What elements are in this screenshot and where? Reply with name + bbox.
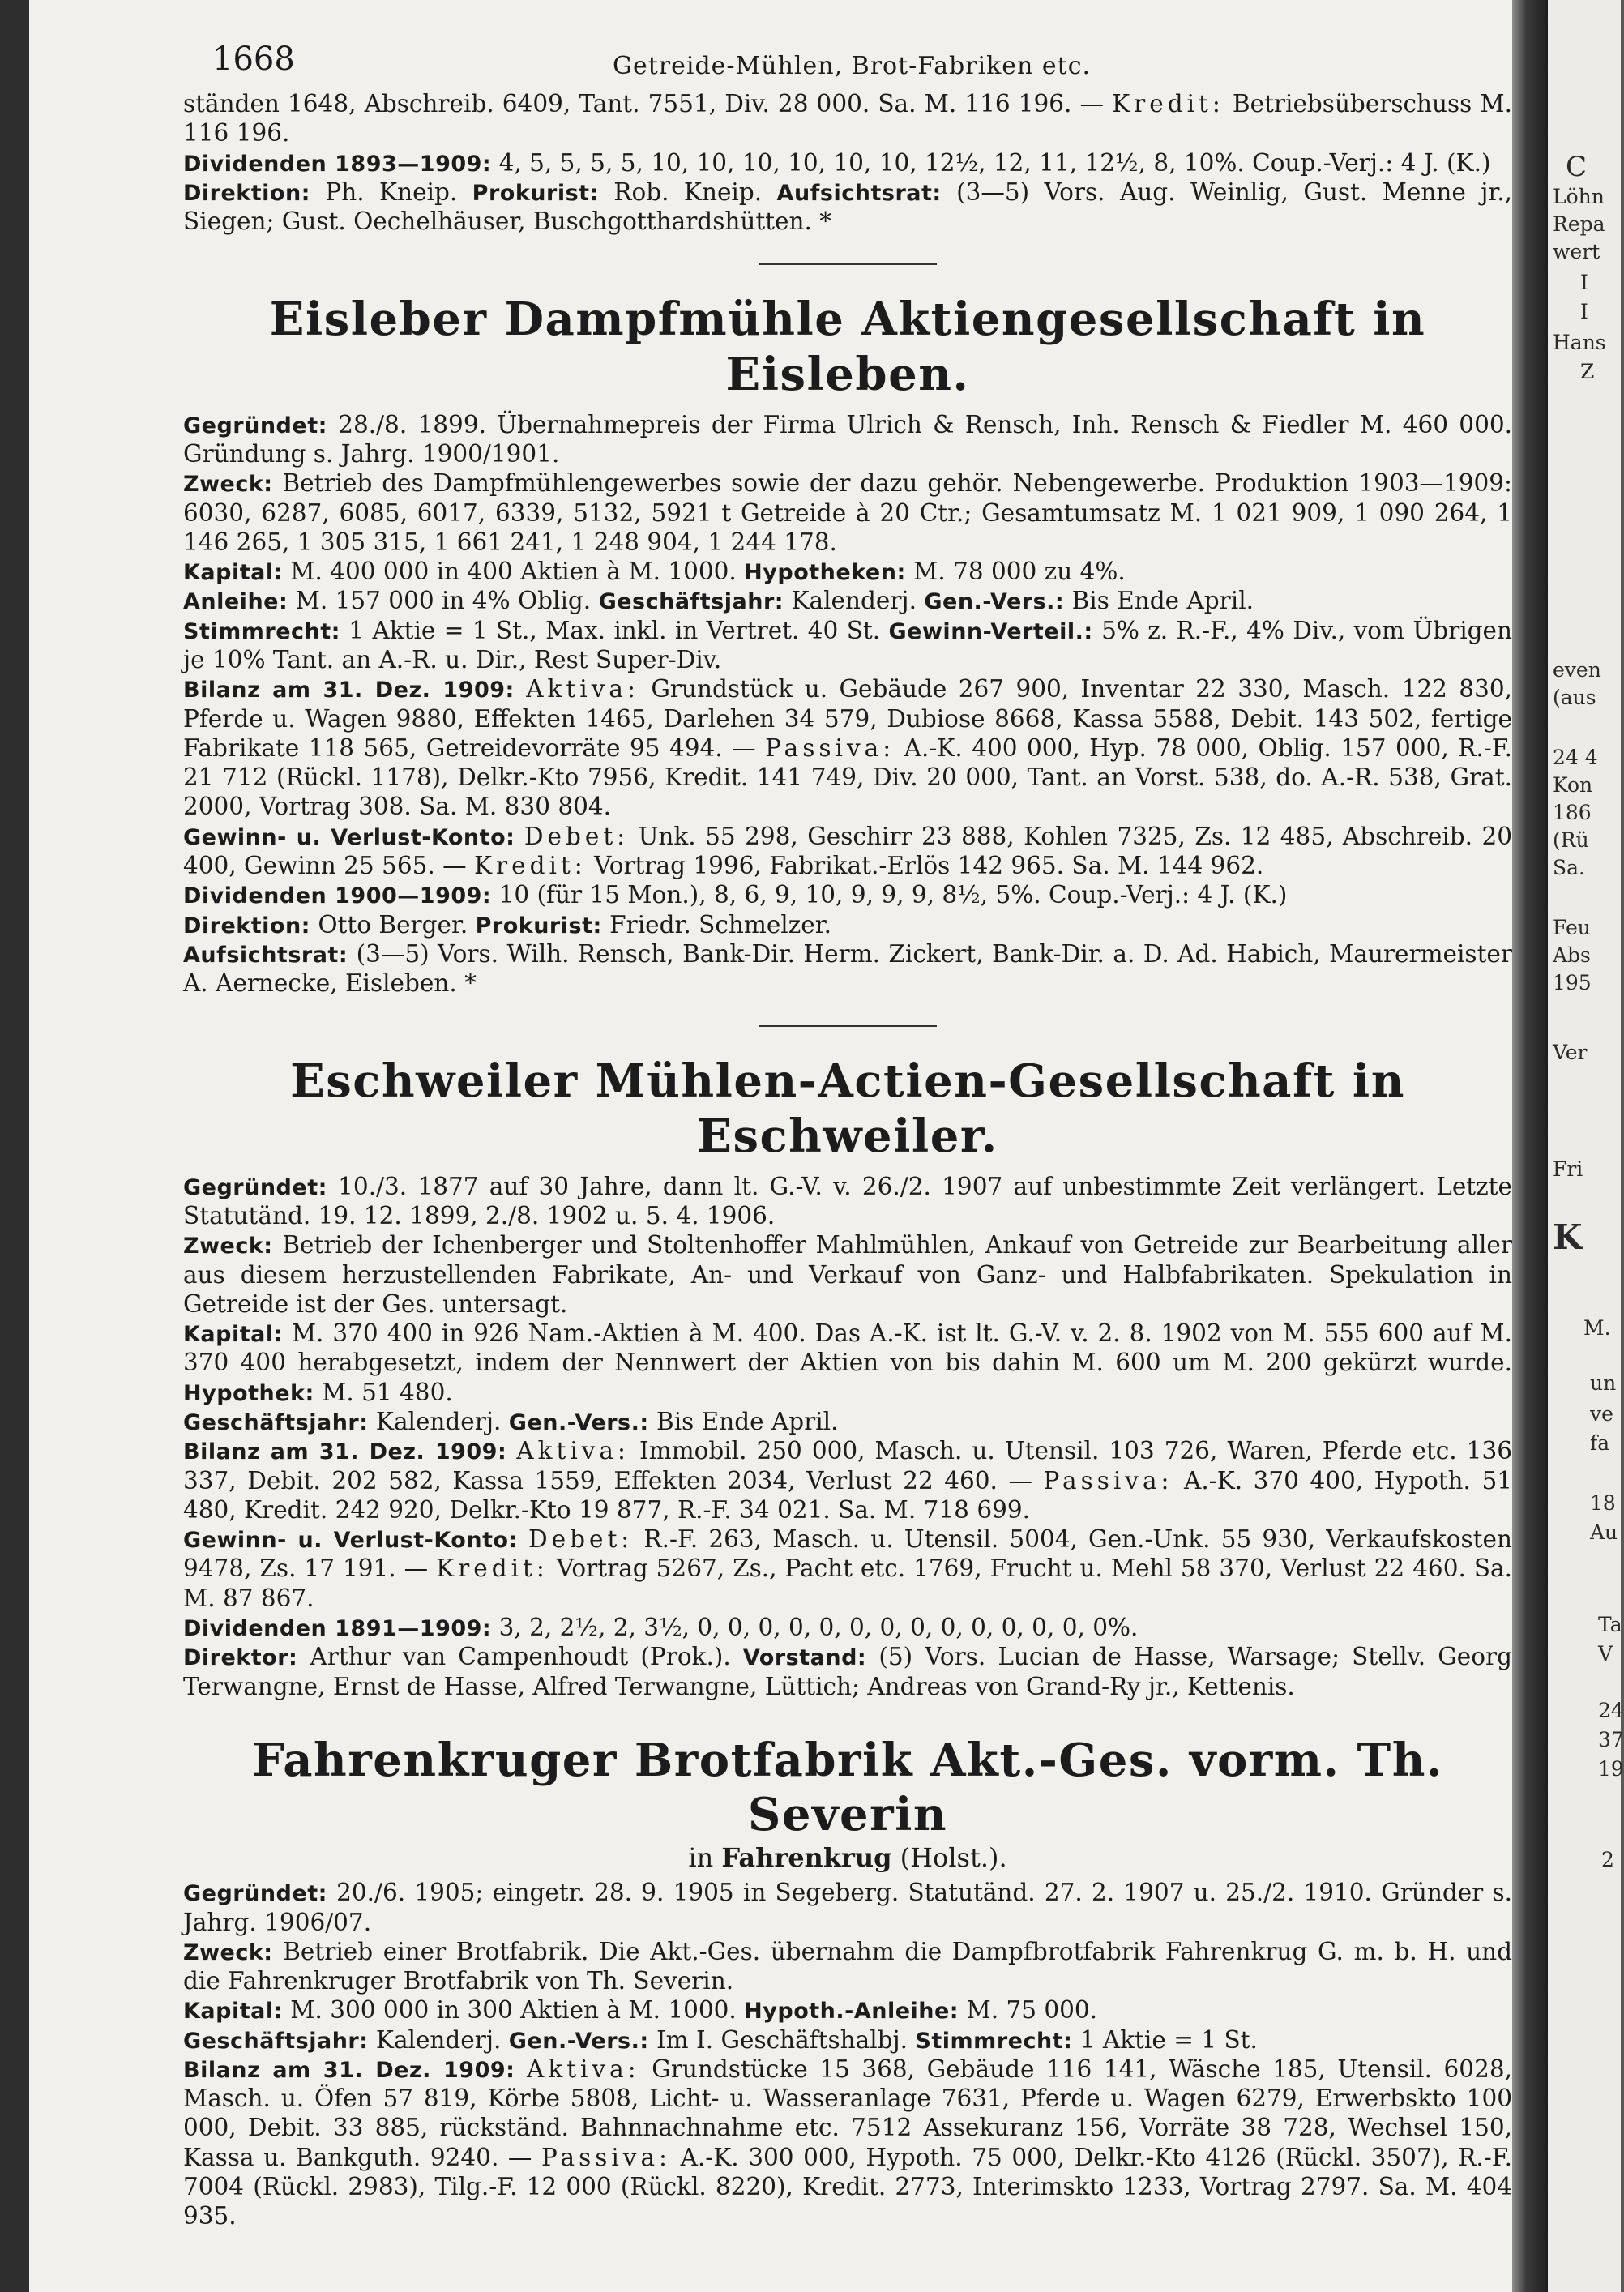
facing-fragment: Fri	[1553, 1157, 1583, 1181]
facing-fragment: Abs	[1553, 943, 1591, 967]
facing-fragment: K	[1553, 1217, 1583, 1257]
section-divider	[759, 1025, 937, 1027]
running-head: Getreide-Mühlen, Brot-Fabriken etc.	[613, 52, 1092, 80]
capital-paragraph: Kapital: M. 300 000 in 300 Aktien à M. 1000. Hypoth.-Anleihe: M. 75 000.	[183, 1996, 1098, 2025]
facing-fragment: Ta	[1598, 1613, 1622, 1636]
purpose-paragraph: Zweck: Betrieb einer Brotfabrik. Die Akt.-Ges. übernahm die Dampfbrotfabrik Fahrenkrug G. m. b. H. und die Fahrenkruger Brotfabrik von Th. Severin.	[183, 1937, 1512, 1995]
facing-fragment: Hans	[1553, 331, 1606, 354]
entry-fahrenkruger	[183, 1734, 1512, 2231]
page-number: 1668	[212, 41, 295, 78]
facing-fragment: 37	[1598, 1728, 1624, 1751]
facing-fragment: Repa	[1553, 212, 1605, 236]
dividends-paragraph: Dividenden 1900—1909: 10 (für 15 Mon.), 8, 6, 9, 10, 9, 9, 9, 8½, 5%. Coup.-Verj.: 4 J. (K.)	[183, 881, 1288, 909]
entry-continuation	[183, 89, 1512, 236]
balance-paragraph: Bilanz am 31. Dez. 1909: Aktiva: Grundstück u. Gebäude 267 900, Inventar 22 330, Masch. 122 830, Pferde u. Wagen 9880, Effekten 1465, Darlehen 34 579, Dubiose 8668, Kassa 5588, Debit. 143 502, fertige Fabrikate 118 565, Getreidevorräte 95 494. — Passiva: A.-K. 400 000, Hyp. 78 000, Oblig. 157 000, R.-F. 21 712 (Rückl. 1178), Delkr.-Kto 7956, Kredit. 141 749, Div. 20 000, Tant. an Vorst. 538, do. A.-R. 538, Grat. 2000, Vortrag 308. Sa. M. 830 804.	[183, 675, 1512, 821]
facing-fragment: wert	[1553, 240, 1600, 263]
facing-fragment: (aus	[1553, 686, 1596, 709]
book-gutter	[1512, 0, 1548, 2292]
management-paragraph: Direktor: Arthur van Campenhoudt (Prok.). Vorstand: (5) Vors. Lucian de Hasse, Warsage; Stellv. Georg Terwangne, Ernst de Hasse, Alfred Terwangne, Lüttich; Andreas von Grand-Ry jr., Kettenis.	[183, 1643, 1512, 1700]
facing-fragment: I	[1580, 271, 1588, 294]
facing-fragment: 24 4	[1553, 746, 1598, 769]
founded-paragraph: Gegründet: 10./3. 1877 auf 30 Jahre, dann lt. G.-V. v. 26./2. 1907 auf unbestimmte Zeit verlängert. Letzte Statutänd. 19. 12. 1899, 2./8. 1902 u. 5. 4. 1906.	[183, 1172, 1512, 1230]
book-page	[29, 0, 1512, 2292]
facing-fragment: V	[1598, 1642, 1613, 1666]
entry-title: Fahrenkruger Brotfabrik Akt.-Ges. vorm. Th. Severin	[252, 1733, 1443, 1842]
facing-fragment: 19	[1598, 1757, 1624, 1781]
voting-paragraph: Stimmrecht: 1 Aktie = 1 St., Max. inkl. in Vertret. 40 St. Gewinn-Verteil.: 5% z. R.-F., 4% Div., vom Übrigen je 10% Tant. an A.-R. u. Dir., Rest Super-Div.	[183, 616, 1513, 674]
entry-eisleber	[183, 293, 1512, 998]
capital-paragraph: Kapital: M. 400 000 in 400 Aktien à M. 1000. Hypotheken: M. 78 000 zu 4%.	[183, 558, 1126, 586]
facing-fragment: ve	[1590, 1402, 1613, 1426]
facing-fragment: 2	[1601, 1848, 1614, 1871]
page-content	[183, 32, 1512, 2231]
facing-fragment: Z	[1580, 360, 1595, 383]
section-divider	[759, 263, 937, 265]
left-scan-edge	[0, 0, 29, 2292]
facing-fragment: 18	[1590, 1491, 1616, 1515]
facing-fragment: Kon	[1553, 773, 1593, 797]
facing-fragment: even	[1553, 658, 1601, 682]
fiscal-year-paragraph: Geschäftsjahr: Kalenderj. Gen.-Vers.: Bis Ende April.	[183, 1408, 839, 1436]
profit-loss-paragraph: Gewinn- u. Verlust-Konto: Debet: R.-F. 263, Masch. u. Utensil. 5004, Gen.-Unk. 55 930, Verkaufskosten 9478, Zs. 17 191. — Kredit: Vortrag 5267, Zs., Pacht etc. 1769, Frucht u. Mehl 58 370, Verlust 22 460. Sa. M. 87 867.	[183, 1525, 1512, 1612]
facing-fragment: Au	[1590, 1520, 1618, 1544]
facing-fragment: Löhn	[1553, 185, 1605, 208]
balance-paragraph: Bilanz am 31. Dez. 1909: Aktiva: Grundstücke 15 368, Gebäude 116 141, Wäsche 185, Utensil. 6028, Masch. u. Öfen 57 819, Körbe 5808, Licht- u. Wasseranlage 7631, Pferde u. Wagen 6279, Erwerbskto 100 000, Debit. 33 885, rückständ. Bahnnachnahme etc. 7512 Assekuranz 156, Vorräte 38 728, Wechsel 150, Kassa u. Bankguth. 9240. — Passiva: A.-K. 300 000, Hypoth. 75 000, Delkr.-Kto 4126 (Rückl. 3507), R.-F. 7004 (Rückl. 2983), Tilg.-F. 12 000 (Rückl. 8220), Kredit. 2773, Interimskto 1233, Vortrag 2797. Sa. M. 404 935.	[183, 2055, 1512, 2230]
entry-title: Eisleber Dampfmühle Aktiengesellschaft in Eisleben.	[269, 293, 1426, 401]
profit-loss-paragraph: Gewinn- u. Verlust-Konto: Debet: Unk. 55 298, Geschirr 23 888, Kohlen 7325, Zs. 12 485, Abschreib. 20 400, Gewinn 25 565. — Kredit: Vortrag 1996, Fabrikat.-Erlös 142 965. Sa. M. 144 962.	[183, 822, 1512, 879]
loan-paragraph: Anleihe: M. 157 000 in 4% Oblig. Geschäftsjahr: Kalenderj. Gen.-Vers.: Bis Ende April.	[183, 587, 1254, 615]
facing-fragment: 186	[1553, 801, 1592, 824]
management-paragraph: Direktion: Otto Berger. Prokurist: Friedr. Schmelzer.	[183, 910, 831, 939]
facing-fragment: fa	[1590, 1431, 1610, 1455]
continuation-management: Direktion: Ph. Kneip. Prokurist: Rob. Kneip. Aufsichtsrat: (3—5) Vors. Aug. Weinlig, Gust. Menne jr., Siegen; Gust. Oechelhäuser, Buschgotthardshütten. *	[183, 177, 1512, 236]
capital-paragraph: Kapital: M. 370 400 in 926 Nam.-Aktien à M. 400. Das A.-K. ist lt. G.-V. v. 2. 8. 1902 von M. 555 600 auf M. 370 400 herabgesetzt, indem der Nennwert der Aktien von bis dahin M. 600 um M. 200 gekürzt wurde. Hypothek: M. 51 480.	[183, 1319, 1512, 1406]
facing-fragment: 24	[1598, 1699, 1624, 1722]
continuation-dividends: Dividenden 1893—1909: 4, 5, 5, 5, 5, 10, 10, 10, 10, 10, 10, 12½, 12, 11, 12½, 8, 10%. Coup.-Verj.: 4 J. (K.)	[183, 148, 1491, 177]
fiscal-year-paragraph: Geschäftsjahr: Kalenderj. Gen.-Vers.: Im I. Geschäftshalbj. Stimmrecht: 1 Aktie = 1 St.	[183, 2025, 1258, 2054]
page-header	[183, 32, 1512, 89]
continuation-paragraph: ständen 1648, Abschreib. 6409, Tant. 7551, Div. 28 000. Sa. M. 116 196. — Kredit: Betriebsüberschuss M. 116 196.	[183, 90, 1513, 148]
facing-fragment: (Rü	[1553, 828, 1589, 852]
dividends-paragraph: Dividenden 1891—1909: 3, 2, 2½, 2, 3½, 0, 0, 0, 0, 0, 0, 0, 0, 0, 0, 0, 0, 0, 0%.	[183, 1614, 1139, 1641]
entry-subtitle: in Fahrenkrug (Holst.).	[688, 1842, 1007, 1874]
facing-fragment: un	[1590, 1371, 1617, 1395]
balance-paragraph: Bilanz am 31. Dez. 1909: Aktiva: Immobil. 250 000, Masch. u. Utensil. 103 726, Waren, Pferde etc. 136 337, Debit. 202 582, Kassa 1559, Effekten 2034, Verlust 22 460. — Passiva: A.-K. 370 400, Hypoth. 51 480, Kredit. 242 920, Delkr.-Kto 19 877, R.-F. 34 021. Sa. M. 718 699.	[183, 1437, 1513, 1524]
facing-fragment: C	[1566, 151, 1588, 183]
facing-fragment: M.	[1583, 1316, 1611, 1340]
facing-fragment: Feu	[1553, 916, 1591, 939]
founded-paragraph: Gegründet: 20./6. 1905; eingetr. 28. 9. 1905 in Segeberg. Statutänd. 27. 2. 1907 u. 25./2. 1910. Gründer s. Jahrg. 1906/07.	[183, 1879, 1512, 1936]
facing-page-edge	[1548, 0, 1624, 2292]
entry-title: Eschweiler Mühlen-Actien-Gesellschaft in Eschweiler.	[290, 1054, 1405, 1163]
purpose-paragraph: Zweck: Betrieb des Dampfmühlengewerbes sowie der dazu gehör. Nebengewerbe. Produktion 1903—1909: 6030, 6287, 6085, 6017, 6339, 5132, 5921 t Getreide à 20 Ctr.; Gesamtumsatz M. 1 021 909, 1 090 264, 1 146 265, 1 305 315, 1 661 241, 1 248 904, 1 244 178.	[183, 469, 1512, 556]
facing-fragment: Ver	[1553, 1041, 1588, 1064]
facing-fragment: 195	[1553, 971, 1592, 994]
facing-fragment: I	[1580, 300, 1588, 323]
board-paragraph: Aufsichtsrat: (3—5) Vors. Wilh. Rensch, Bank-Dir. Herm. Zickert, Bank-Dir. a. D. Ad. Habich, Maurermeister A. Aernecke, Eisleben. *	[183, 939, 1512, 998]
entry-eschweiler	[183, 1054, 1512, 1700]
founded-paragraph: Gegründet: 28./8. 1899. Übernahmepreis der Firma Ulrich & Rensch, Inh. Rensch & Fiedler M. 460 000. Gründung s. Jahrg. 1900/1901.	[183, 410, 1512, 468]
purpose-paragraph: Zweck: Betrieb der Ichenberger und Stoltenhoffer Mahlmühlen, Ankauf von Getreide zur Bearbeitung aller aus diesem herzustellenden Fabrikate, An- und Verkauf von Ganz- und Halbfabrikaten. Spekulation in Getreide ist der Ges. untersagt.	[183, 1231, 1512, 1318]
facing-fragment: Sa.	[1553, 856, 1585, 879]
